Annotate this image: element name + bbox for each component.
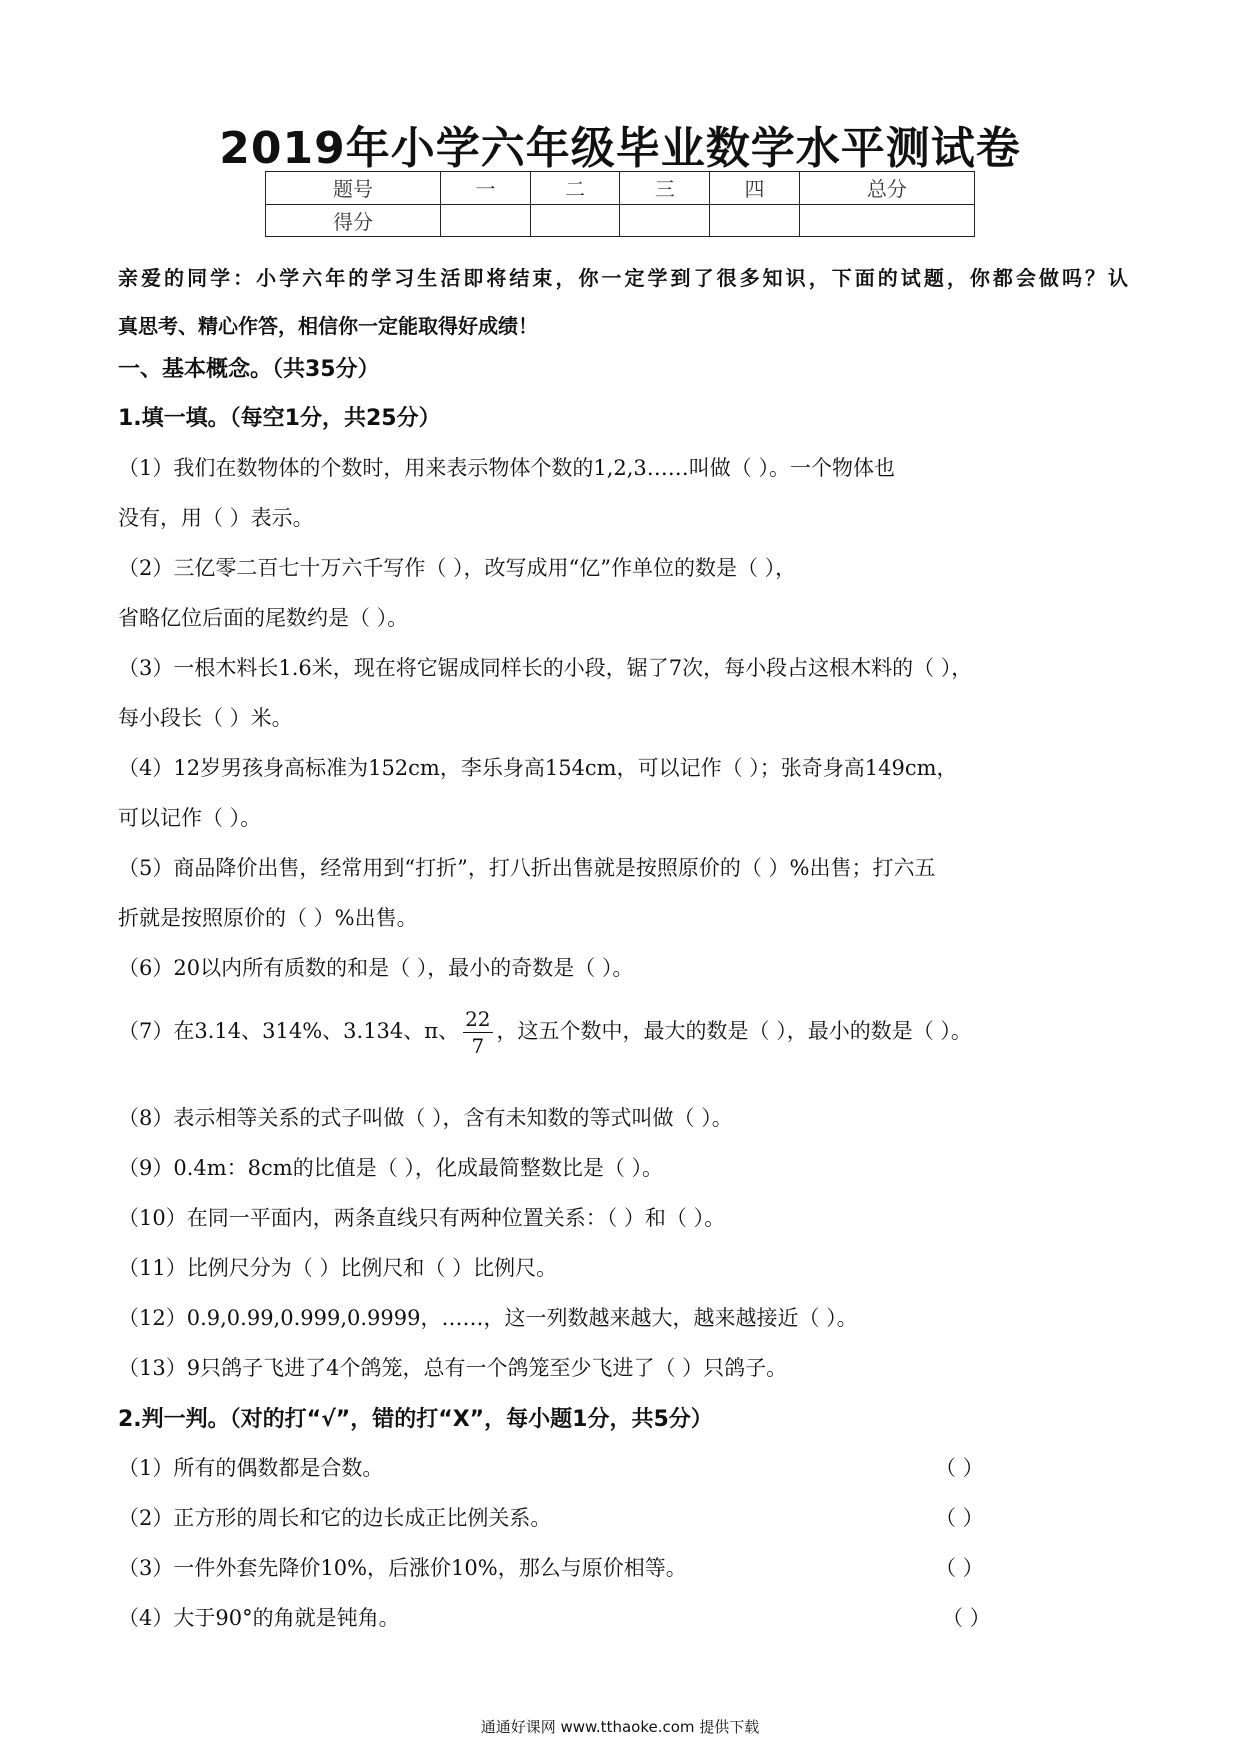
intro-text <box>118 254 1128 350</box>
part-2-heading: 2.判一判。（对的打“√”，错的打“X”，每小题1分，共5分） <box>118 1407 713 1432</box>
question-9: （9）0.4m：8cm的比值是（ ），化成最简整数比是（ ）。 <box>118 1156 664 1180</box>
judge-answer-4[interactable]: （ ） <box>942 1606 991 1630</box>
question-5-line-1: （5）商品降价出售，经常用到“打折”，打八折出售就是按照原价的（ ）%出售；打六五 <box>118 856 936 880</box>
judge-answer-2[interactable]: （ ） <box>935 1506 984 1530</box>
question-12: （12）0.9,0.99,0.999,0.9999，……，这一列数越来越大，越来越接近（ ）。 <box>118 1306 858 1330</box>
score-row-label: 得分 <box>266 204 441 237</box>
exam-title: 2019年小学六年级毕业数学水平测试卷 <box>219 123 1021 174</box>
question-7 <box>118 1006 1128 1059</box>
score-cell[interactable] <box>710 204 800 237</box>
judge-item-2: （2）正方形的周长和它的边长成正比例关系。 <box>118 1506 552 1530</box>
question-3-line-1: （3）一根木料长1.6米，现在将它锯成同样长的小段，锯了7次，每小段占这根木料的（ ）， <box>118 656 973 680</box>
part-1-heading: 1.填一填。（每空1分，共25分） <box>118 406 441 431</box>
question-11: （11）比例尺分为（ ）比例尺和（ ）比例尺。 <box>118 1256 558 1280</box>
score-header-cell: 一 <box>441 172 531 205</box>
question-10: （10）在同一平面内，两条直线只有两种位置关系：（ ）和（ ）。 <box>118 1206 726 1230</box>
intro-line-1: 亲爱的同学：小学六年的学习生活即将结束，你一定学到了很多知识，下面的试题，你都会做吗？认 <box>118 266 1128 290</box>
question-1-line-1: （1）我们在数物体的个数时，用来表示物体个数的1,2,3……叫做（ ）。一个物体也 <box>118 456 895 480</box>
question-7-prefix: （7）在3.14、314%、3.134、π、 <box>118 1019 460 1043</box>
score-table <box>265 171 975 237</box>
intro-line-2: 真思考、精心作答，相信你一定能取得好成绩！ <box>118 314 538 338</box>
section-1-heading: 一、基本概念。（共35分） <box>118 357 380 382</box>
question-8: （8）表示相等关系的式子叫做（ ），含有未知数的等式叫做（ ）。 <box>118 1106 733 1130</box>
judge-item-1: （1）所有的偶数都是合数。 <box>118 1456 384 1480</box>
question-5-line-2: 折就是按照原价的（ ）%出售。 <box>118 906 418 930</box>
score-cell[interactable] <box>441 204 531 237</box>
score-cell[interactable] <box>530 204 620 237</box>
score-header-cell: 总分 <box>799 172 974 205</box>
fraction-numerator: 22 <box>465 1007 491 1031</box>
question-1-line-2: 没有，用（ ）表示。 <box>118 506 314 530</box>
question-13: （13）9只鸽子飞进了4个鸽笼，总有一个鸽笼至少飞进了（ ）只鸽子。 <box>118 1356 788 1380</box>
fraction-denominator: 7 <box>471 1034 485 1058</box>
score-header-cell: 题号 <box>266 172 441 205</box>
question-4-line-1: （4）12岁男孩身高标准为152cm，李乐身高154cm，可以记作（ ）；张奇身高149cm， <box>118 756 958 780</box>
score-cell[interactable] <box>620 204 710 237</box>
score-header-cell: 二 <box>530 172 620 205</box>
judge-item-3: （3）一件外套先降价10%，后涨价10%，那么与原价相等。 <box>118 1556 687 1580</box>
footer-credit: 通通好课网 www.tthaoke.com 提供下载 <box>480 1718 760 1736</box>
question-6: （6）20以内所有质数的和是（ ），最小的奇数是（ ）。 <box>118 956 634 980</box>
question-7-suffix: ，这五个数中，最大的数是（ ），最小的数是（ ）。 <box>496 1019 972 1043</box>
score-table-score-row <box>266 204 975 237</box>
judge-answer-1[interactable]: （ ） <box>935 1456 984 1480</box>
question-2-line-1: （2）三亿零二百七十万六千写作（ ），改写成用“亿”作单位的数是（ ）， <box>118 556 797 580</box>
question-2-line-2: 省略亿位后面的尾数约是（ ）。 <box>118 606 409 630</box>
score-cell[interactable] <box>799 204 974 237</box>
question-3-line-2: 每小段长（ ）米。 <box>118 706 293 730</box>
score-header-cell: 四 <box>710 172 800 205</box>
question-4-line-2: 可以记作（ ）。 <box>118 806 262 830</box>
score-table-header-row <box>266 172 975 205</box>
score-header-cell: 三 <box>620 172 710 205</box>
judge-item-4: （4）大于90°的角就是钝角。 <box>118 1606 400 1630</box>
fraction-22-7 <box>463 1006 492 1059</box>
judge-answer-3[interactable]: （ ） <box>935 1556 984 1580</box>
